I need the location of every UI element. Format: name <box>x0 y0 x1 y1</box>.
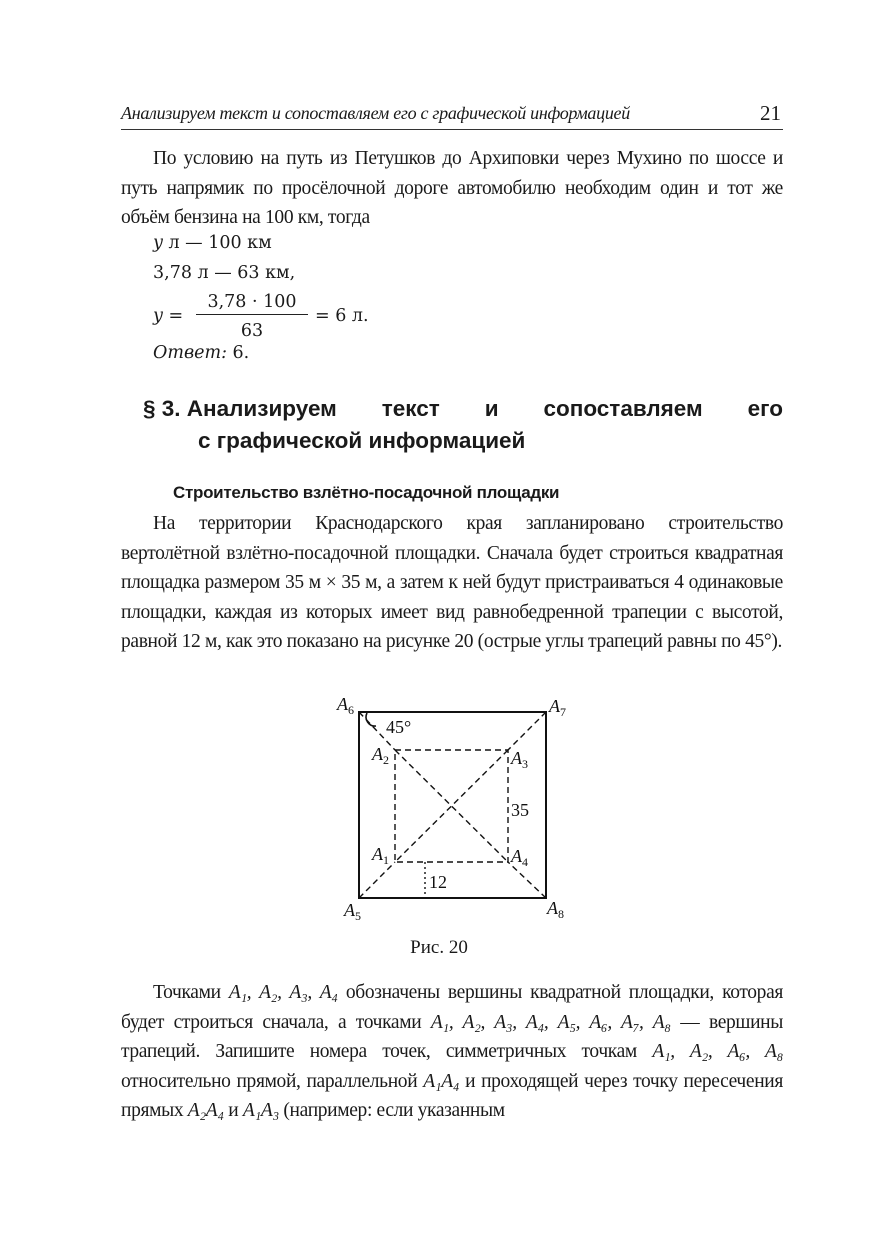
text-segment: и проходящей через точку пересечения прямых <box>121 1070 783 1121</box>
running-head <box>121 101 783 130</box>
figure-20 <box>330 690 580 930</box>
text-segment: — вершины трапеций. Запишите номера точек, симметричных точкам <box>121 1011 783 1062</box>
angle-label: 45° <box>386 717 412 737</box>
section-title-word: § 3. Анализируем <box>143 396 337 421</box>
text-segment: (например: если указанным <box>278 1100 505 1121</box>
proportion-line-2: 3,78 л — 63 км, <box>153 263 296 283</box>
label-a4: $A_4$ <box>511 846 528 869</box>
math-expression: A₁, A₂, A₆, A₈ <box>652 1041 783 1062</box>
equation-rhs: = 6 л. <box>315 306 369 326</box>
label-a2: $A_2$ <box>372 744 389 767</box>
side-label: 35 <box>511 800 529 820</box>
equation-numerator: 3,78 · 100 <box>196 292 308 315</box>
problem-paragraph: На территории Краснодарского края запланировано строительство вертолётной взлётно-посадочной площадки. Сначала будет строиться квадратная площадка размером 35 м × 35 м, а затем к ней будут пристраиваться 4 одинаковые площадки, каждая из которых имеет вид равнобедренной трапеции с высотой, равной 12 м, как это показано на рисунке 20 (острые углы трапеций равны по 45°). <box>121 513 783 652</box>
math-expression: A₁A₃ <box>242 1100 279 1121</box>
math-expression: A₁, A₂, A₃, A₄ <box>228 982 338 1003</box>
answer-value: 6. <box>226 343 250 363</box>
math-expression: A₂A₄ <box>187 1100 224 1121</box>
section-title-word: и <box>484 396 499 421</box>
running-head-title: Анализируем текст и сопоставляем его с графической информацией <box>121 103 630 123</box>
diagram <box>330 690 580 930</box>
section-title-word: сопоставляем <box>543 396 703 421</box>
label-a5: $A_5$ <box>344 900 361 923</box>
label-a3: $A_3$ <box>511 748 528 771</box>
section-title-row-2: с графической информацией <box>198 428 526 453</box>
label-a8: $A_8$ <box>547 898 564 921</box>
diagonal-a7-a3 <box>508 712 546 750</box>
diagonal-a5-a1 <box>359 862 395 898</box>
math-expression: A₁, A₂, A₃, A₄, A₅, A₆, A₇, A₈ <box>430 1011 671 1033</box>
section-title-word: текст <box>381 396 440 421</box>
subheading: Строительство взлётно-посадочной площадки <box>173 483 560 502</box>
figure-caption: Рис. 20 <box>410 937 468 958</box>
text-segment: Точками <box>153 982 229 1003</box>
equation-denominator: 63 <box>240 321 264 341</box>
proportion-line-1: y л — 100 км <box>153 233 272 253</box>
text-segment: обозначены вершины квадратной площадки, которая будет строиться сначала, а точками <box>121 982 783 1033</box>
section-title-word: его <box>747 396 783 421</box>
math-expression: A₁A₄ <box>423 1070 460 1092</box>
text-segment: и <box>223 1100 243 1121</box>
intro-paragraph: По условию на путь из Петушков до Архиповки через Мухино по шоссе и путь напрямик по просёлочной дороге автомобилю необходим один и тот же объём бензина на 100 км, тогда <box>121 148 783 228</box>
height-label: 12 <box>429 872 447 892</box>
page-number: 21 <box>760 101 781 125</box>
section-title <box>143 393 783 457</box>
answer <box>153 343 249 363</box>
text-segment: относительно прямой, параллельной <box>121 1070 424 1092</box>
label-a7: $A_7$ <box>549 696 566 719</box>
label-a6: $A_6$ <box>337 694 354 717</box>
question-paragraph <box>121 978 783 1126</box>
label-a1: $A_1$ <box>372 844 389 867</box>
section-title-row-1 <box>143 393 783 425</box>
equation-lhs: y = <box>153 306 184 326</box>
answer-label: Ответ: <box>153 343 227 363</box>
angle-arc <box>366 713 376 726</box>
